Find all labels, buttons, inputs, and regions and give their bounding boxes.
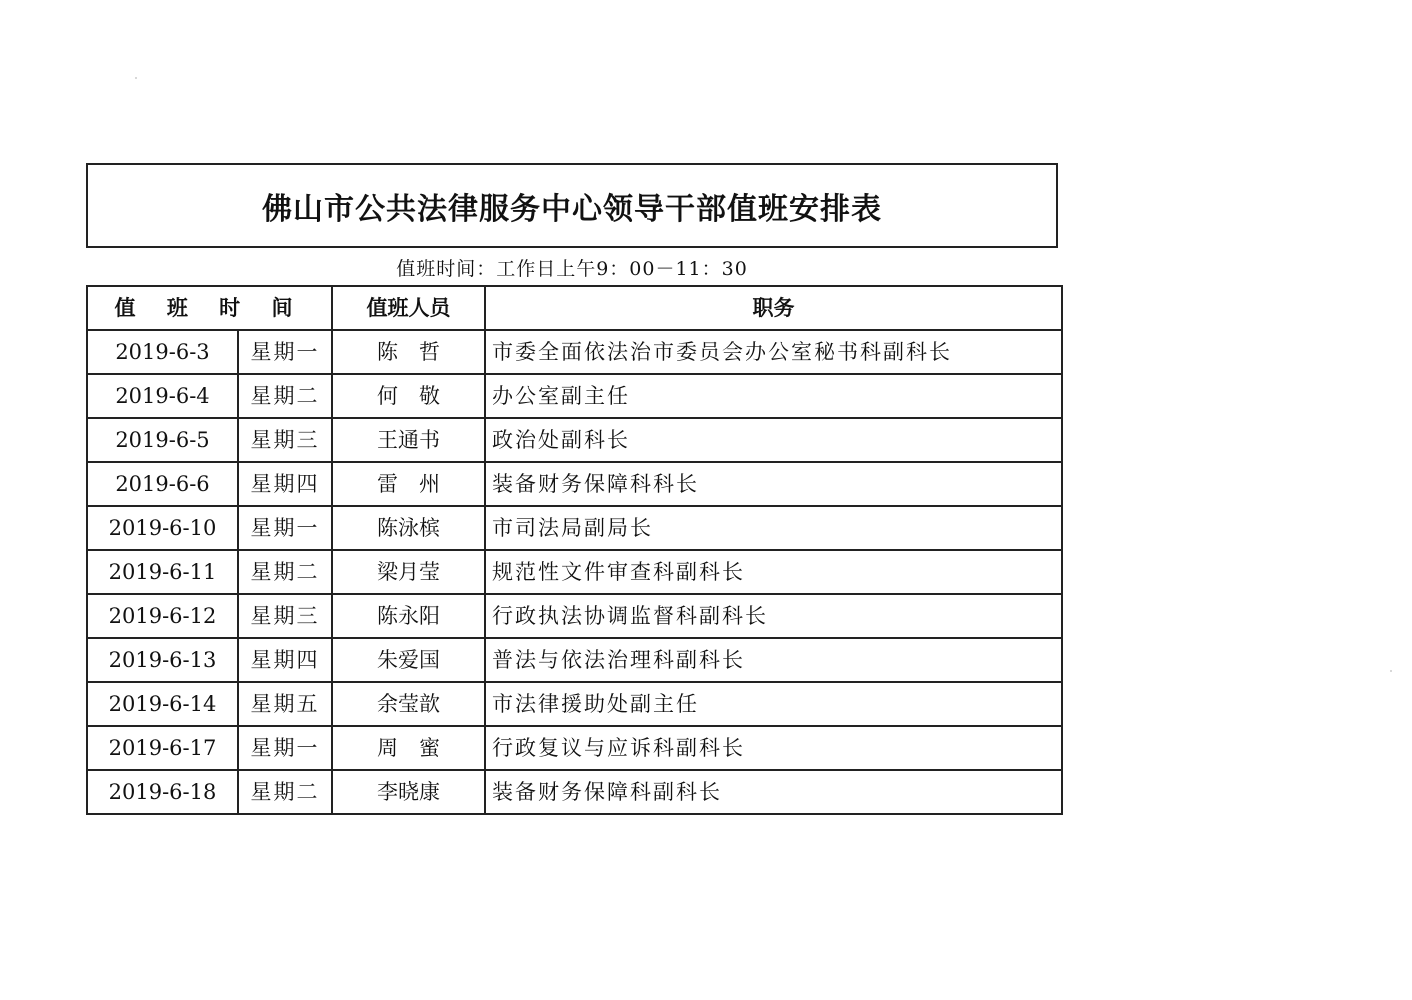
table-row [87, 726, 1062, 770]
position-cell: 普法与依法治理科副科长 [485, 638, 1062, 682]
table-row [87, 594, 1062, 638]
date-cell: 2019-6-13 [87, 638, 238, 682]
position-cell: 市委全面依法治市委员会办公室秘书科副科长 [485, 330, 1062, 374]
scan-speck [1390, 670, 1392, 672]
date-cell: 2019-6-11 [87, 550, 238, 594]
weekday-cell: 星期三 [238, 594, 332, 638]
date-cell: 2019-6-5 [87, 418, 238, 462]
header-position: 职务 [485, 286, 1062, 330]
date-cell: 2019-6-4 [87, 374, 238, 418]
table-row [87, 506, 1062, 550]
person-name-cell: 朱爱国 [332, 638, 485, 682]
header-duty-time: 值 班 时 间 [87, 286, 332, 330]
date-cell: 2019-6-17 [87, 726, 238, 770]
table-row [87, 638, 1062, 682]
person-name-cell: 梁月莹 [332, 550, 485, 594]
weekday-cell: 星期二 [238, 770, 332, 814]
table-row [87, 682, 1062, 726]
table-header-row [87, 286, 1062, 330]
date-cell: 2019-6-18 [87, 770, 238, 814]
position-cell: 办公室副主任 [485, 374, 1062, 418]
weekday-cell: 星期一 [238, 330, 332, 374]
table-row [87, 770, 1062, 814]
duty-hours-note: 值班时间：工作日上午9：00－11：30 [396, 258, 748, 280]
weekday-cell: 星期二 [238, 550, 332, 594]
position-cell: 市司法局副局长 [485, 506, 1062, 550]
title-box [86, 163, 1058, 248]
position-cell: 行政执法协调监督科副科长 [485, 594, 1062, 638]
weekday-cell: 星期四 [238, 462, 332, 506]
table-row [87, 462, 1062, 506]
header-duty-person: 值班人员 [332, 286, 485, 330]
person-name-cell: 余莹歆 [332, 682, 485, 726]
weekday-cell: 星期一 [238, 506, 332, 550]
person-name-cell: 陈泳槟 [332, 506, 485, 550]
person-name-cell: 雷 州 [332, 462, 485, 506]
position-cell: 政治处副科长 [485, 418, 1062, 462]
person-name-cell: 陈 哲 [332, 330, 485, 374]
person-name-cell: 陈永阳 [332, 594, 485, 638]
weekday-cell: 星期三 [238, 418, 332, 462]
table-row [87, 550, 1062, 594]
date-cell: 2019-6-3 [87, 330, 238, 374]
person-name-cell: 李晓康 [332, 770, 485, 814]
position-cell: 装备财务保障科副科长 [485, 770, 1062, 814]
weekday-cell: 星期二 [238, 374, 332, 418]
weekday-cell: 星期五 [238, 682, 332, 726]
date-cell: 2019-6-14 [87, 682, 238, 726]
scan-speck [135, 77, 137, 79]
duty-schedule-table [86, 285, 1063, 815]
table-row [87, 374, 1062, 418]
table-row [87, 418, 1062, 462]
person-name-cell: 王通书 [332, 418, 485, 462]
table-body [87, 330, 1062, 814]
date-cell: 2019-6-12 [87, 594, 238, 638]
weekday-cell: 星期四 [238, 638, 332, 682]
position-cell: 装备财务保障科科长 [485, 462, 1062, 506]
weekday-cell: 星期一 [238, 726, 332, 770]
position-cell: 规范性文件审查科副科长 [485, 550, 1062, 594]
date-cell: 2019-6-10 [87, 506, 238, 550]
table-row [87, 330, 1062, 374]
position-cell: 行政复议与应诉科副科长 [485, 726, 1062, 770]
position-cell: 市法律援助处副主任 [485, 682, 1062, 726]
page-title: 佛山市公共法律服务中心领导干部值班安排表 [262, 191, 882, 227]
person-name-cell: 何 敬 [332, 374, 485, 418]
person-name-cell: 周 蜜 [332, 726, 485, 770]
date-cell: 2019-6-6 [87, 462, 238, 506]
